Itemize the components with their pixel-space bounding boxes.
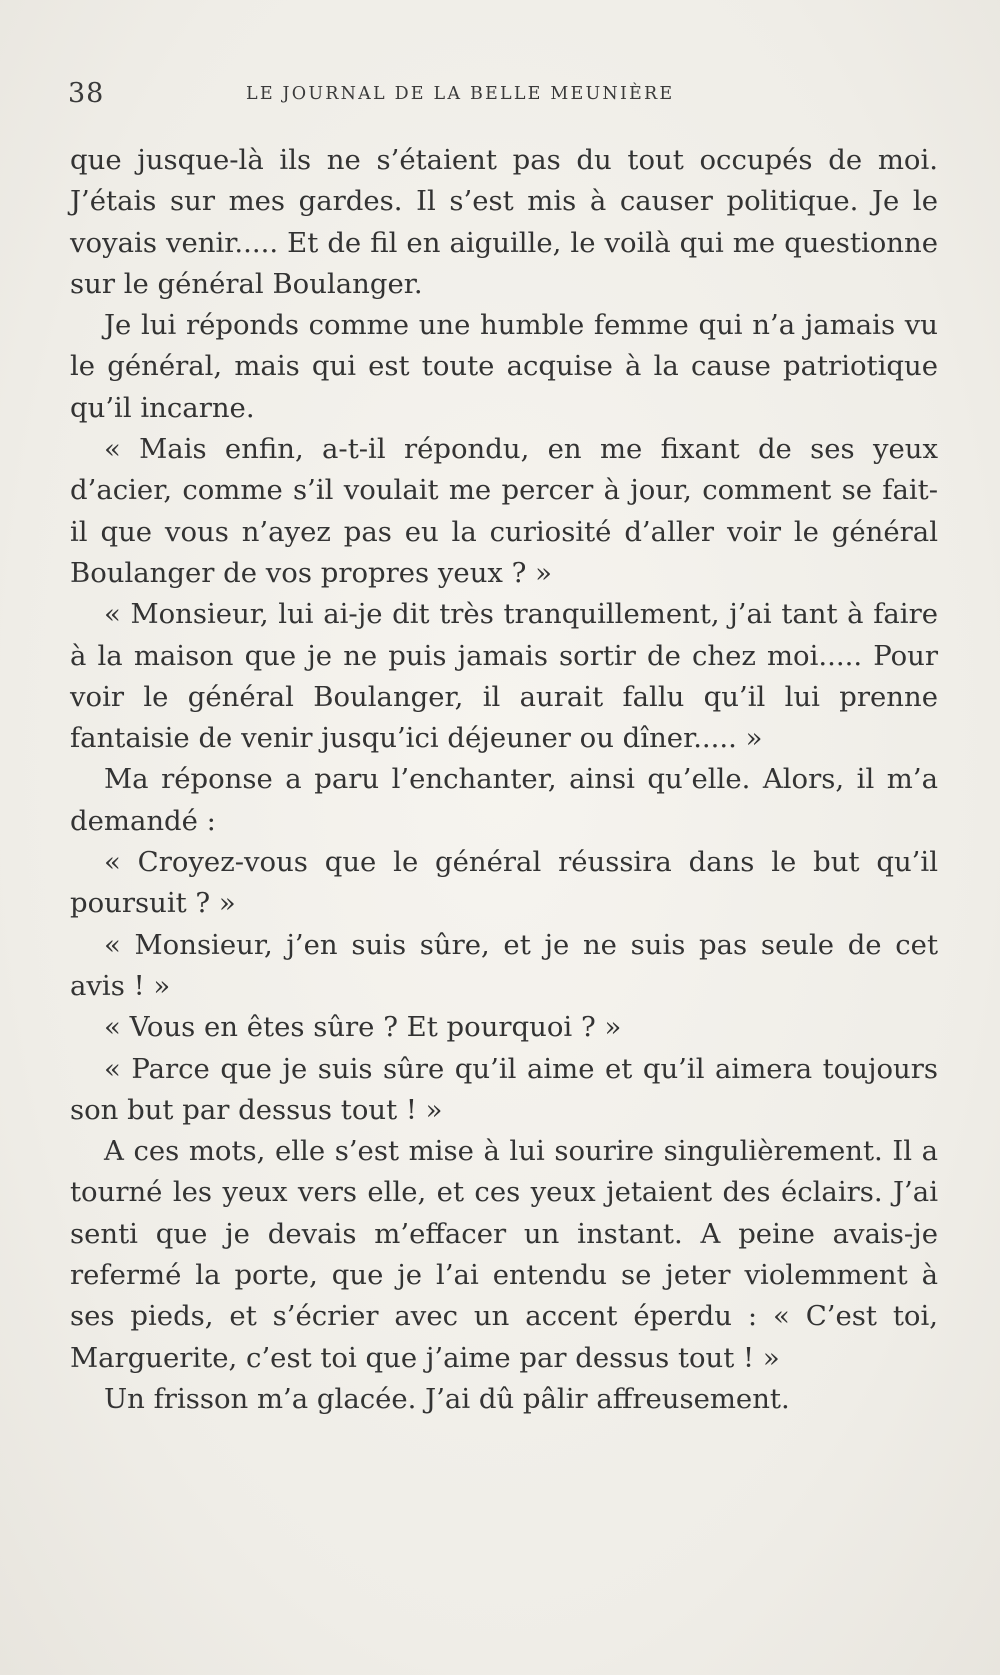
paragraph-10: A ces mots, elle s’est mise à lui sourire singulièrement. Il a tourné les yeux vers elle, et ces yeux jetaient des éclairs. J’ai senti que je devais m’effacer un instant. A peine avais-je refermé la porte, que je l’ai entendu se jeter violemment à ses pieds, et s’écrier avec un accent éperdu : « C’est toi, Marguerite, c’est toi que j’aime par dessus tout ! » <box>70 1135 938 1374</box>
running-title: LE JOURNAL DE LA BELLE MEUNIÈRE <box>246 84 675 104</box>
paragraph-9: « Parce que je suis sûre qu’il aime et qu’il aimera toujours son but par dessus tout ! » <box>70 1052 938 1126</box>
body-text <box>70 140 938 1420</box>
paragraph-7: « Monsieur, j’en suis sûre, et je ne suis pas seule de cet avis ! » <box>70 928 938 1002</box>
paragraph-3: « Mais enfin, a-t-il répondu, en me fixant de ses yeux d’acier, comme s’il voulait me percer à jour, comment se fait-il que vous n’ayez pas eu la curiosité d’aller voir le général Boulanger de vos propres yeux ? » <box>70 433 938 589</box>
paragraph-1: que jusque-là ils ne s’étaient pas du tout occupés de moi. J’étais sur mes gardes. Il s’est mis à causer politique. Je le voyais venir..... Et de fil en aiguille, le voilà qui me questionne sur le général Boulanger. <box>70 144 938 300</box>
paragraph-8: « Vous en êtes sûre ? Et pourquoi ? » <box>104 1011 622 1044</box>
page-number: 38 <box>68 78 105 109</box>
page-header <box>68 78 938 118</box>
paragraph-2: Je lui réponds comme une humble femme qui n’a jamais vu le général, mais qui est toute acquise à la cause patriotique qu’il incarne. <box>70 309 938 424</box>
paragraph-4: « Monsieur, lui ai-je dit très tranquillement, j’ai tant à faire à la maison que je ne puis jamais sortir de chez moi..... Pour voir le général Boulanger, il aurait fallu qu’il lui prenne fantaisie de venir jusqu’ici déjeuner ou dîner..... » <box>70 598 938 755</box>
paragraph-11: Un frisson m’a glacée. J’ai dû pâlir affreusement. <box>104 1382 790 1415</box>
paragraph-6: « Croyez-vous que le général réussira dans le but qu’il poursuit ? » <box>70 846 938 920</box>
paragraph-5: Ma réponse a paru l’enchanter, ainsi qu’elle. Alors, il m’a demandé : <box>70 763 938 837</box>
